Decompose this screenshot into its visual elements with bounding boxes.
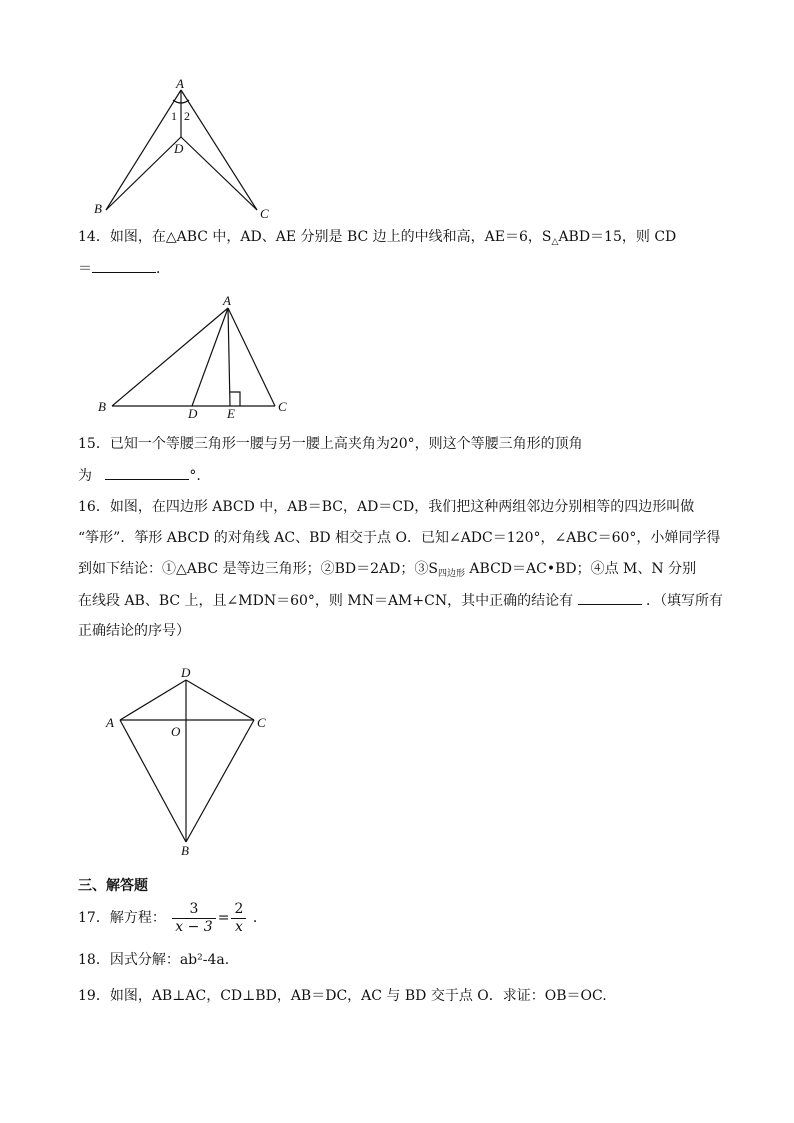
question-17 [78, 898, 267, 938]
q16-text-3b: ABCD＝AC•BD；④点 M、N 分别 [469, 561, 697, 577]
q16-text-2: “筝形”．筝形 ABCD 的对角线 AC、BD 相交于点 O．已知∠ADC＝120°，∠ABC＝60°，小婵同学得 [78, 530, 721, 546]
equals-sign: = [217, 910, 230, 926]
segment-cd [181, 137, 257, 210]
segment-cb [186, 720, 254, 842]
segment-ab [106, 90, 181, 210]
question-16-line-2 [78, 528, 720, 548]
fraction-left-numerator: 3 [172, 901, 215, 919]
segment-ae [228, 308, 230, 406]
fraction-left [172, 901, 215, 936]
label-b: B [98, 399, 106, 414]
label-a: A [223, 293, 231, 308]
question-15-line-1 [78, 434, 583, 454]
label-b: B [181, 843, 189, 858]
q16-text-5: 正确结论的序号） [78, 623, 190, 639]
fraction-right-denominator: x [234, 918, 243, 935]
segment-dc [186, 680, 254, 720]
answer-blank-16[interactable] [578, 590, 642, 605]
label-c: C [260, 206, 269, 221]
label-c: C [278, 399, 287, 414]
question-16-line-1 [78, 497, 694, 517]
q16-text-1: 16．如图，在四边形 ABCD 中，AB＝BC，AD＝CD，我们把这种两组邻边分别相等的四边形叫做 [78, 499, 695, 515]
fraction-right [231, 901, 246, 936]
q14-subscript: △ [551, 237, 559, 247]
q16-text-4a: 在线段 AB、BC 上，且∠MDN＝60°，则 MN＝AM+CN，其中正确的结论有 [78, 593, 574, 609]
question-14-line-1 [78, 227, 676, 249]
q16-text-4b: ．（填写所有 [646, 593, 723, 609]
label-angle-1: 1 [171, 109, 177, 123]
q17-prefix: 17．解方程： [78, 910, 166, 926]
figure-q13 [90, 78, 280, 223]
answer-blank-15[interactable] [105, 465, 189, 480]
segment-da [120, 680, 186, 720]
label-d: D [174, 141, 184, 156]
question-16-line-3 [78, 559, 696, 581]
label-c: C [257, 715, 266, 730]
q15-text: 15．已知一个等腰三角形一腰与另一腰上高夹角为20°，则这个等腰三角形的顶角 [78, 436, 583, 452]
figure-q16 [100, 664, 280, 859]
segment-ac [228, 308, 275, 406]
q14-period: ． [156, 261, 170, 277]
label-e: E [227, 406, 235, 421]
section-title: 三、解答题 [78, 878, 148, 894]
right-angle-mark [230, 392, 240, 406]
segment-bd [106, 137, 181, 210]
label-d: D [181, 665, 191, 680]
fraction-right-numerator: 2 [231, 901, 246, 919]
label-b: B [94, 201, 102, 216]
question-16-line-4 [78, 590, 723, 611]
q15-suffix: °. [189, 468, 201, 484]
label-d: D [188, 406, 198, 421]
q14-text-b: ABD＝15，则 CD [558, 229, 677, 245]
q14-text-a: 14．如图，在△ABC 中，AD、AE 分别是 BC 边上的中线和高，AE＝6，S [78, 229, 552, 245]
label-a: A [106, 715, 114, 730]
fraction-left-denominator: x − 3 [175, 918, 213, 935]
question-16-line-5 [78, 621, 190, 641]
question-18: 18．因式分解：ab²-4a. [78, 952, 230, 968]
label-angle-2: 2 [184, 109, 190, 123]
q16-text-3a: 到如下结论：①△ABC 是等边三角形；②BD＝2AD；③S [78, 561, 438, 577]
q14-eq-sign: ＝ [78, 261, 92, 277]
figure-q14 [92, 290, 302, 425]
label-o: O [171, 724, 181, 739]
q15-prefix: 为 [78, 468, 92, 484]
question-19: 19．如图，AB⊥AC，CD⊥BD，AB＝DC，AC 与 BD 交于点 O．求证：OB＝OC. [78, 988, 607, 1004]
q16-subscript: 四边形 [437, 569, 465, 579]
question-14-line-2 [78, 258, 170, 279]
segment-ac [181, 90, 257, 210]
q17-suffix: ． [252, 910, 267, 926]
answer-blank-14[interactable] [92, 258, 156, 273]
label-a: A [176, 76, 184, 91]
question-15-line-2 [78, 465, 201, 486]
